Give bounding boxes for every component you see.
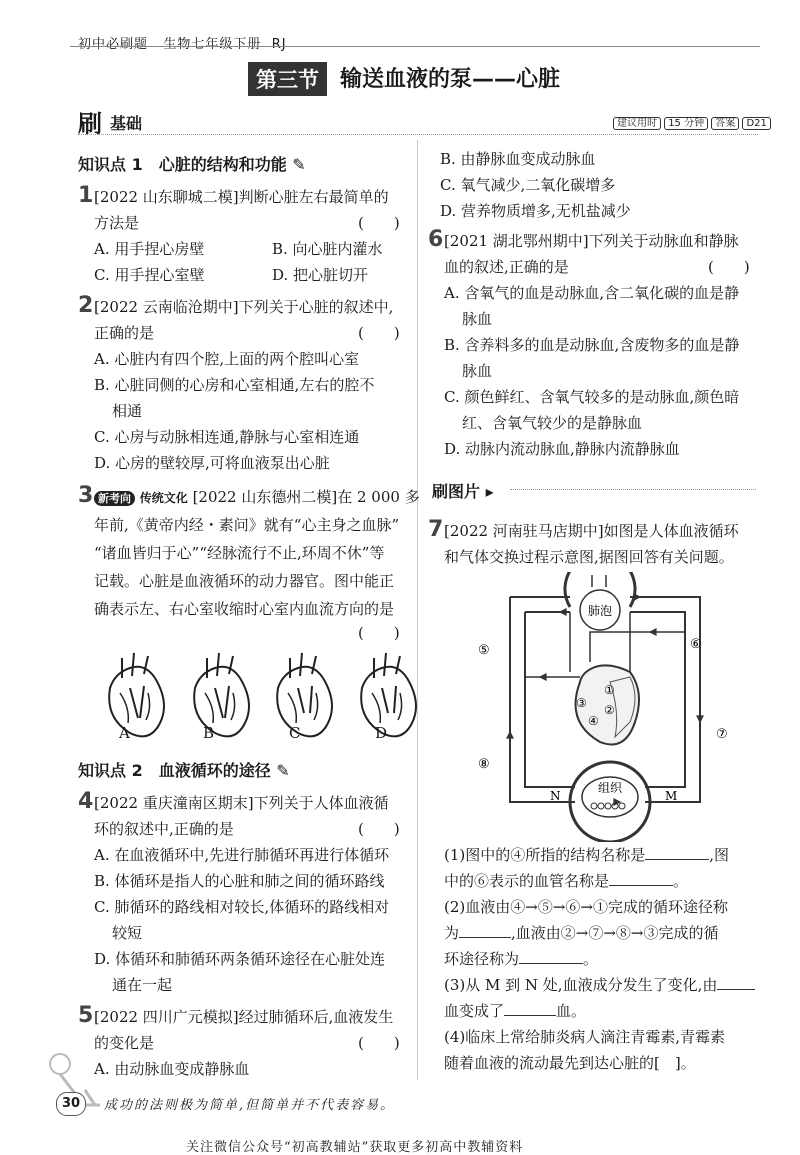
footer-notice: 关注微信公众号“初高教辅站”获取更多初高中教辅资料 xyxy=(186,1140,524,1155)
q7-part1-line2: 中的⑥表示的血管名称是 。 xyxy=(444,868,688,894)
q2-stem2: 正确的是 xyxy=(94,324,155,342)
q2-option-a: A. 心脏内有四个腔,上面的两个腔叫心室 xyxy=(94,350,360,368)
time-info xyxy=(613,114,771,129)
mark-8: ⑧ xyxy=(478,757,490,772)
q2-option-b2: 相通 xyxy=(112,402,143,420)
q7-part2-line2: 为 ,血液由②→⑦→⑧→③完成的循 xyxy=(444,920,719,946)
q4-number: 4 xyxy=(78,789,94,814)
q5-stem1: [2022 四川广元模拟]经过肺循环后,血液发生 xyxy=(94,1008,394,1026)
q1-number: 1 xyxy=(78,183,94,208)
q4-option-d2: 通在一起 xyxy=(112,976,173,994)
page-number: 30 xyxy=(56,1092,86,1116)
section-divider xyxy=(78,134,758,135)
q7-blank-5[interactable] xyxy=(717,973,755,990)
mark-3: ③ xyxy=(576,696,587,710)
mark-1: ① xyxy=(604,683,615,697)
q6-option-b1: B. 含养料多的血是动脉血,含废物多的血是静 xyxy=(444,336,740,354)
mark-6: ⑥ xyxy=(690,637,702,652)
q7-number: 7 xyxy=(428,517,444,542)
q6-option-a2: 脉血 xyxy=(462,310,493,328)
q5-option-b: B. 由静脉血变成动脉血 xyxy=(440,150,596,168)
q2-option-c: C. 心房与动脉相连通,静脉与心室相连通 xyxy=(94,428,360,446)
q6-stem2: 血的叙述,正确的是 xyxy=(444,258,569,276)
q7-part4-line1: (4)临床上常给肺炎病人滴注青霉素,青霉素 xyxy=(444,1028,726,1046)
heart-figure-a xyxy=(109,653,164,736)
q2-stem1: [2022 云南临沧期中]下列关于心脏的叙述中, xyxy=(94,298,394,316)
pencil-icon: ✎ xyxy=(292,155,306,174)
q3-stem2: 年前,《黄帝内经・素问》就有“心主身之血脉” xyxy=(94,516,400,534)
q3-stem5: 确表示左、右心室收缩时心室内血流方向的是 xyxy=(94,600,395,618)
edition: RJ xyxy=(271,37,287,52)
pencil-icon: ✎ xyxy=(276,761,290,780)
q2-number: 2 xyxy=(78,293,94,318)
q7-stem1: [2022 河南驻马店期中]如图是人体血液循环 xyxy=(444,522,739,540)
q7-part2-line3: 环途径称为 。 xyxy=(444,946,598,972)
q4-answer-paren: ( ) xyxy=(358,820,400,838)
figures-heading-rule xyxy=(510,489,756,490)
q1-option-b: B. 向心脏内灌水 xyxy=(272,240,383,258)
column-divider xyxy=(417,140,418,1080)
section-title: 输送血液的泵——心脏 xyxy=(340,67,561,92)
q7-blank-1[interactable] xyxy=(645,843,709,860)
q4-option-a: A. 在血液循环中,先进行肺循环再进行体循环 xyxy=(94,846,390,864)
q4-option-b: B. 体循环是指人的心脏和肺之间的循环路线 xyxy=(94,872,385,890)
q3-stem3: “诸血皆归于心”“经脉流行不止,环周不休”等 xyxy=(94,544,385,562)
q6-option-c1: C. 颜色鲜红、含氧气较多的是动脉血,颜色暗 xyxy=(444,388,740,406)
heart-figure-c xyxy=(277,653,332,736)
q3-label-b: B xyxy=(203,724,215,742)
q3-stem1-line xyxy=(94,484,420,512)
q5-answer-paren: ( ) xyxy=(358,1034,400,1052)
q1-option-c: C. 用手捏心室壁 xyxy=(94,266,205,284)
q4-option-c1: C. 肺循环的路线相对较长,体循环的路线相对 xyxy=(94,898,390,916)
q7-part3-line2: 血变成了 血。 xyxy=(444,998,586,1024)
q3-stem4: 记载。心脏是血液循环的动力器官。图中能正 xyxy=(94,572,395,590)
q6-stem1: [2021 湖北鄂州期中]下列关于动脉血和静脉 xyxy=(444,232,739,250)
knowledge-point-2: 知识点 2 血液循环的途径 ✎ xyxy=(78,761,290,780)
basics-label: 基础 xyxy=(110,114,143,133)
q3-tag-culture: 传统文化 xyxy=(139,491,188,505)
air-arrows xyxy=(592,575,606,587)
q7-blank-3[interactable] xyxy=(459,921,511,938)
q3-answer-paren: ( ) xyxy=(358,624,400,642)
q7-part1-line1: (1)图中的④所指的结构名称是 ,图 xyxy=(444,842,729,868)
q6-option-b2: 脉血 xyxy=(462,362,493,380)
subject-name: 生物七年级下册 xyxy=(163,37,262,52)
q6-answer-paren: ( ) xyxy=(708,258,750,276)
section-number: 第三节 xyxy=(248,62,327,96)
mark-4: ④ xyxy=(588,714,599,728)
q1-option-d: D. 把心脏切开 xyxy=(272,266,369,284)
q3-number: 3 xyxy=(78,483,94,508)
q2-option-b1: B. 心脏同侧的心房和心室相通,左右的腔不 xyxy=(94,376,375,394)
q6-option-c2: 红、含氧气较少的是静脉血 xyxy=(462,414,643,432)
q2-option-d: D. 心房的壁较厚,可将血液泵出心脏 xyxy=(94,454,330,472)
tissue-label: 组织 xyxy=(597,781,623,795)
answer-page: D21 xyxy=(742,117,770,130)
q1-option-a: A. 用手捏心房壁 xyxy=(94,240,205,258)
q3-label-a: A xyxy=(119,724,130,742)
q7-blank-6[interactable] xyxy=(504,999,556,1016)
motto: 成功的法则极为简单,但简单并不代表容易。 xyxy=(104,1098,396,1113)
q1-answer-paren: ( ) xyxy=(358,214,400,232)
knowledge-point-1: 知识点 1 心脏的结构和功能 ✎ xyxy=(78,155,306,174)
q7-stem2: 和气体交换过程示意图,据图回答有关问题。 xyxy=(444,548,734,566)
arrow-right-icon: ▸ xyxy=(485,482,494,501)
mark-5: ⑤ xyxy=(478,643,490,658)
heart-figure-d xyxy=(361,653,416,736)
mark-2: ② xyxy=(604,703,615,717)
circulation-diagram xyxy=(470,572,760,842)
q2-answer-paren: ( ) xyxy=(358,324,400,342)
q5-option-a: A. 由动脉血变成静脉血 xyxy=(94,1060,250,1078)
q3-heart-figures xyxy=(90,648,420,743)
lung-label: 肺泡 xyxy=(587,604,613,618)
q4-option-d1: D. 体循环和肺循环两条循环途径在心脏处连 xyxy=(94,950,386,968)
q4-stem1: [2022 重庆潼南区期末]下列关于人体血液循 xyxy=(94,794,389,812)
time-value: 15 分钟 xyxy=(664,117,708,130)
mark-7: ⑦ xyxy=(716,727,728,742)
q3-tag-new: 新考向 xyxy=(94,491,135,506)
q7-part2-line1: (2)血液由④→⑤→⑥→①完成的循环途径称 xyxy=(444,898,728,916)
book-header xyxy=(78,33,287,52)
q5-number: 5 xyxy=(78,1003,94,1028)
q7-part4-line2: 随着血液的流动最先到达心脏的[ ]。 xyxy=(444,1054,696,1072)
q3-label-c: C xyxy=(289,724,301,742)
q6-option-a1: A. 含氧气的血是动脉血,含二氧化碳的血是静 xyxy=(444,284,740,302)
q1-stem1: [2022 山东聊城二模]判断心脏左右最简单的 xyxy=(94,188,389,206)
q5-option-d: D. 营养物质增多,无机盐减少 xyxy=(440,202,631,220)
label-n: N xyxy=(550,789,561,803)
q5-stem2: 的变化是 xyxy=(94,1034,155,1052)
q7-blank-4[interactable] xyxy=(519,947,583,964)
q3-label-d: D xyxy=(375,724,388,742)
q3-stem1: [2022 山东德州二模]在 2 000 多 xyxy=(192,488,420,506)
q7-part3-line1: (3)从 M 到 N 处,血液成分发生了变化,由 xyxy=(444,972,755,998)
book-name: 初中必刷题 xyxy=(78,37,149,52)
q6-option-d: D. 动脉内流动脉血,静脉内流静脉血 xyxy=(444,440,680,458)
header-rule xyxy=(70,46,760,47)
q4-stem2: 环的叙述中,正确的是 xyxy=(94,820,234,838)
q4-option-c2: 较短 xyxy=(112,924,143,942)
label-m: M xyxy=(665,789,678,803)
basics-brush: 刷 xyxy=(78,110,102,138)
figures-heading: 刷图片 ▸ xyxy=(432,482,494,501)
time-label: 建议用时 xyxy=(613,117,661,130)
q7-blank-2[interactable] xyxy=(609,869,673,886)
q1-stem2: 方法是 xyxy=(94,214,140,232)
q5-option-c: C. 氧气减少,二氧化碳增多 xyxy=(440,176,616,194)
q6-number: 6 xyxy=(428,227,444,252)
answer-label: 答案 xyxy=(711,117,739,130)
